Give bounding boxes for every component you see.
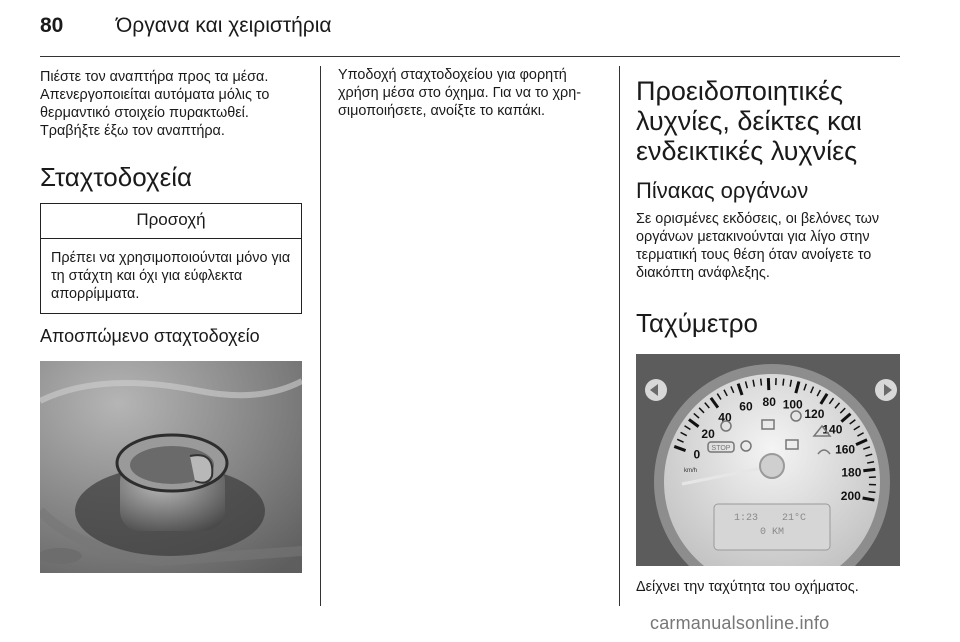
scale-tick xyxy=(869,492,876,493)
warning-lights-heading: Προειδοποιητικές λυχνίες, δείκτες και ενδεικτικές λυχνίες xyxy=(636,76,862,166)
column-1 xyxy=(40,66,302,573)
column-divider-2 xyxy=(619,66,620,606)
stop-lamp-label: STOP xyxy=(711,445,731,452)
ashtrays-heading: Σταχτοδοχεία xyxy=(40,162,193,192)
scale-label: 60 xyxy=(739,399,753,414)
source-watermark: carmanualsonline.info xyxy=(650,613,830,633)
scale-label: 100 xyxy=(782,397,803,412)
scale-tick xyxy=(761,379,762,386)
scale-label: 40 xyxy=(718,410,732,425)
column-divider-1 xyxy=(320,66,321,606)
lighter-instructions: Πιέστε τον αναπτήρα προς τα μέσα. Απενεργοποιείται αυτόματα μόλις το θερμαντικό στοιχείο πυρακτωθεί. Τραβήξτε έξω τον αναπτήρα. xyxy=(40,69,270,139)
caution-title: Προσοχή xyxy=(41,204,301,239)
page-title: Όργανα και χειριστήρια xyxy=(116,14,332,37)
instrument-panel-text: Σε ορισμένες εκδόσεις, οι βελόνες των οργάνων μετακινούνται για λίγο στην τερματική τους θέση όταν ανοίγετε το διακόπτη ανάφλεξης. xyxy=(636,211,880,281)
speedometer-caption: Δείχνει την ταχύτητα του οχήματος. xyxy=(636,579,859,595)
page-header xyxy=(40,14,332,38)
needle-hub xyxy=(760,454,784,478)
speedometer-photo xyxy=(636,354,900,566)
scale-label: 160 xyxy=(835,442,856,457)
scale-tick xyxy=(863,469,875,470)
scale-label: 120 xyxy=(804,407,825,422)
speedometer-illustration xyxy=(636,354,900,566)
scale-label: 0 xyxy=(693,447,701,462)
scale-tick xyxy=(863,498,875,500)
speed-unit: km/h xyxy=(684,468,698,474)
ashtray-photo xyxy=(40,361,302,573)
scale-label: 200 xyxy=(840,488,861,503)
scale-label: 140 xyxy=(822,422,843,437)
column-2 xyxy=(338,66,608,120)
display-odometer: 0 KM xyxy=(759,527,785,538)
instrument-panel-heading: Πίνακας οργάνων xyxy=(636,178,809,203)
display-time: 1:23 xyxy=(733,513,759,524)
display-temp: 21°C xyxy=(781,513,807,524)
header-rule xyxy=(40,56,900,57)
ashtray-illustration xyxy=(40,361,302,573)
ashtray-description: Υποδοχή σταχτοδοχείου για φορητή χρήση μέσα στο όχημα. Για να το χρησιμοποιήσετε, ανοίξτε το καπάκι. xyxy=(338,67,582,119)
caution-box xyxy=(40,203,302,314)
column-3 xyxy=(636,66,900,596)
scale-label: 80 xyxy=(762,395,776,410)
scale-label: 20 xyxy=(701,426,715,441)
page-number: 80 xyxy=(40,14,64,37)
removable-ashtray-heading: Αποσπώμενο σταχτοδοχείο xyxy=(40,326,260,346)
caution-text: Πρέπει να χρησιμοποιούνται μόνο για τη στάχτη και όχι για εύφλεκτα απορρίμματα. xyxy=(51,250,291,302)
scale-tick xyxy=(783,379,784,386)
scale-label: 180 xyxy=(841,465,862,480)
speedometer-heading: Ταχύμετρο xyxy=(636,308,759,338)
